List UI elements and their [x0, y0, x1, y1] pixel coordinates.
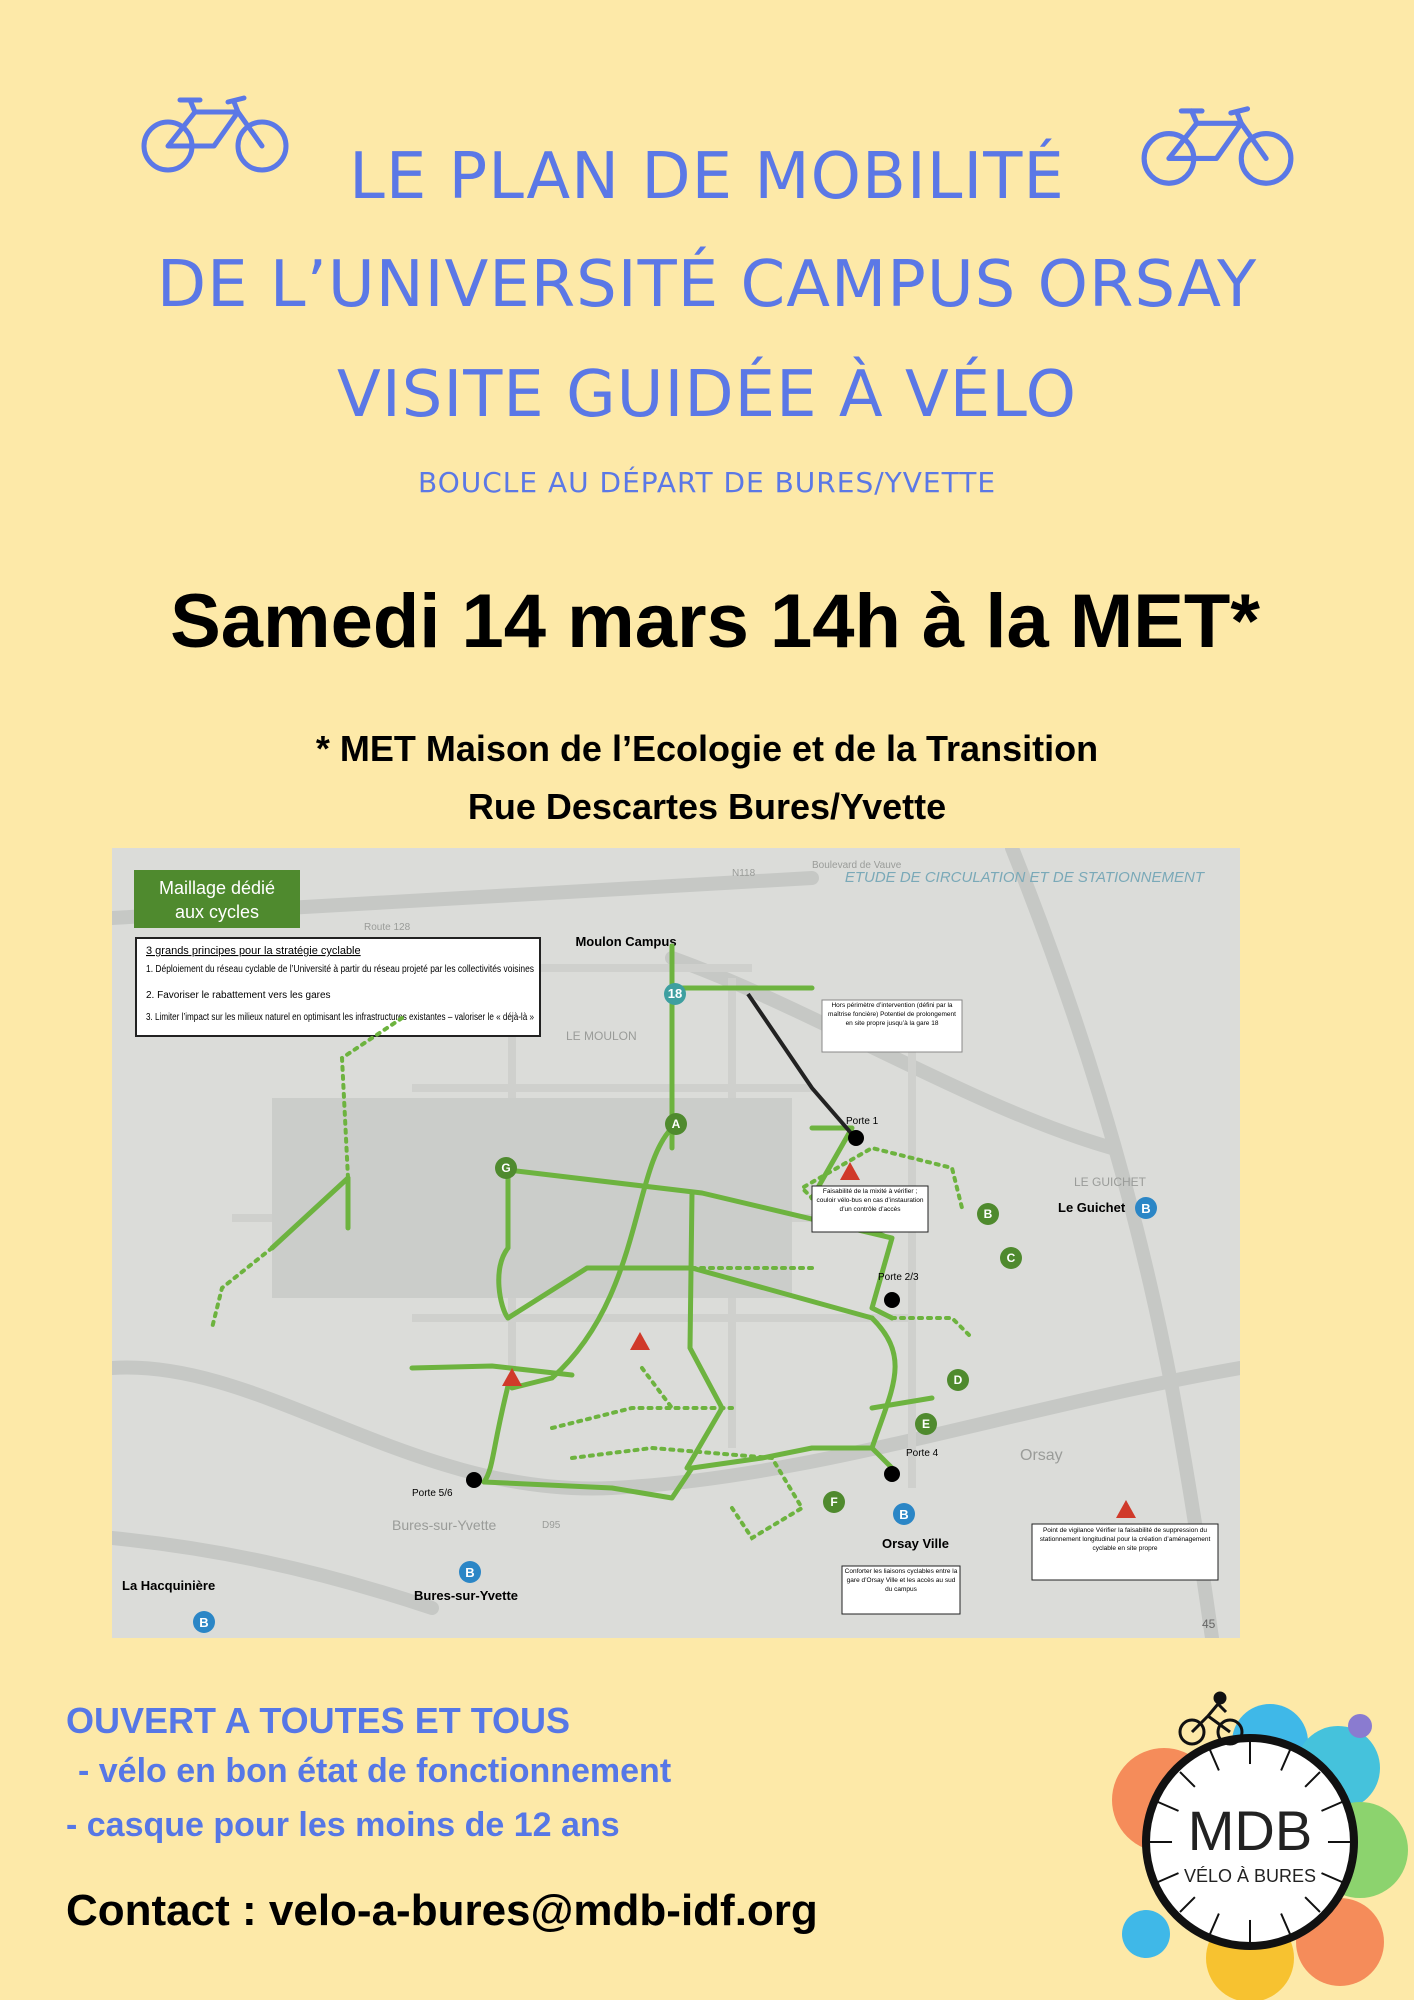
requirement-bike: - vélo en bon état de fonctionnement [78, 1752, 672, 1790]
road-d95: D95 [542, 1520, 561, 1531]
point-a: A [671, 1117, 681, 1131]
door-porte4-marker [884, 1466, 900, 1482]
label-le-guichet-area: LE GUICHET [1074, 1175, 1147, 1189]
contact-email[interactable]: Contact : velo-a-bures@mdb-idf.org [66, 1886, 818, 1935]
label-bures-station: Bures-sur-Yvette [414, 1588, 519, 1603]
principle-2: 2. Favoriser le rabattement vers les gares [146, 990, 331, 1001]
warning-icon [630, 1332, 650, 1350]
label-moulon-campus: Moulon Campus [575, 934, 677, 949]
legend-title-line1: Maillage dédié [158, 878, 276, 898]
legend-title-line2: aux cycles [174, 902, 260, 922]
point-e: E [921, 1417, 931, 1431]
principles-heading: 3 grands principes pour la stratégie cyclable [146, 945, 361, 957]
note-conforter: Conforter les liaisons cyclables entre la gare d’Orsay Ville et les accès au sud du campus [844, 1568, 958, 1593]
road-n118: N118 [732, 868, 756, 879]
label-le-guichet-station: Le Guichet [1058, 1200, 1126, 1215]
door-porte1-marker [848, 1130, 864, 1146]
note-vigilance: Point de vigilance Vérifier la faisabilité de suppression du stationnement longitudinal pour la création d’aménagement cyclable en site propre [1039, 1527, 1211, 1553]
label-orsay-area: Orsay [1020, 1447, 1063, 1464]
event-date: Samedi 14 mars 14h à la MET* [170, 579, 1260, 664]
road-route128: Route 128 [364, 922, 411, 933]
label-la-hacquiniere: La Hacquinière [122, 1578, 216, 1593]
label-porte23: Porte 2/3 [878, 1272, 919, 1283]
warning-icon [1116, 1500, 1136, 1518]
mdb-logo [1100, 1690, 1414, 2000]
met-footnote: * MET Maison de l’Ecologie et de la Transition [315, 728, 1099, 769]
point-b: B [983, 1207, 993, 1221]
cycling-network-map [112, 848, 1240, 1638]
subtitle: BOUCLE AU DÉPART DE BURES/YVETTE [417, 466, 997, 499]
note-faisabilite: Faisabilité de la mixité à vérifier ; couloir vélo-bus en cas d’instauration d’un contrôle d’accès [816, 1188, 924, 1213]
requirement-helmet: - casque pour les moins de 12 ans [66, 1806, 620, 1844]
rer-b-orsay-ville: B [899, 1507, 909, 1522]
label-bures-area: Bures-sur-Yvette [392, 1517, 497, 1533]
point-d: D [953, 1373, 963, 1387]
met-address: Rue Descartes Bures/Yvette [467, 786, 947, 827]
rer-b-bures: B [465, 1565, 475, 1580]
rer-b-la-hacquiniere: B [199, 1615, 209, 1630]
label-porte56: Porte 5/6 [412, 1488, 453, 1499]
door-porte56-marker [466, 1472, 482, 1488]
logo-main-text: MDB [1187, 1799, 1313, 1862]
note-hors-perimetre: Hors périmètre d’intervention (défini par la maîtrise foncière) Potentiel de prolongement en site propre jusqu’à la gare 18 [828, 1002, 956, 1027]
map-header: ETUDE DE CIRCULATION ET DE STATIONNEMENT [844, 869, 1204, 886]
principle-1: 1. Déploiement du réseau cyclable de l’Université à partir du réseau projeté par les collectivités voisines [146, 964, 534, 975]
point-g: G [501, 1161, 511, 1175]
principle-3: 3. Limiter l’impact sur les milieux naturel en optimisant les infrastructures existantes – valoriser le « déjà-là » [146, 1012, 535, 1023]
label-orsay-ville: Orsay Ville [882, 1536, 949, 1551]
map-page-number: 45 [1202, 1617, 1216, 1631]
logo-sub-text: VÉLO À BURES [1183, 1866, 1317, 1886]
label-porte1: Porte 1 [846, 1116, 879, 1127]
rer-b-le-guichet: B [1141, 1201, 1151, 1216]
road-bd-vauve: Boulevard de Vauve [812, 860, 902, 871]
open-to-all-heading: OUVERT A TOUTES ET TOUS [66, 1700, 571, 1741]
point-c: C [1006, 1251, 1016, 1265]
title-line-3: VISITE GUIDÉE À VÉLO [337, 358, 1077, 432]
station-moulon-18: 18 [667, 986, 683, 1001]
label-porte4: Porte 4 [906, 1448, 939, 1459]
door-porte23-marker [884, 1292, 900, 1308]
point-f: F [830, 1495, 838, 1509]
label-le-moulon: LE MOULON [566, 1029, 637, 1043]
title-line-1: LE PLAN DE MOBILITÉ [349, 140, 1065, 214]
title-line-2: DE L’UNIVERSITÉ CAMPUS ORSAY [156, 248, 1258, 322]
